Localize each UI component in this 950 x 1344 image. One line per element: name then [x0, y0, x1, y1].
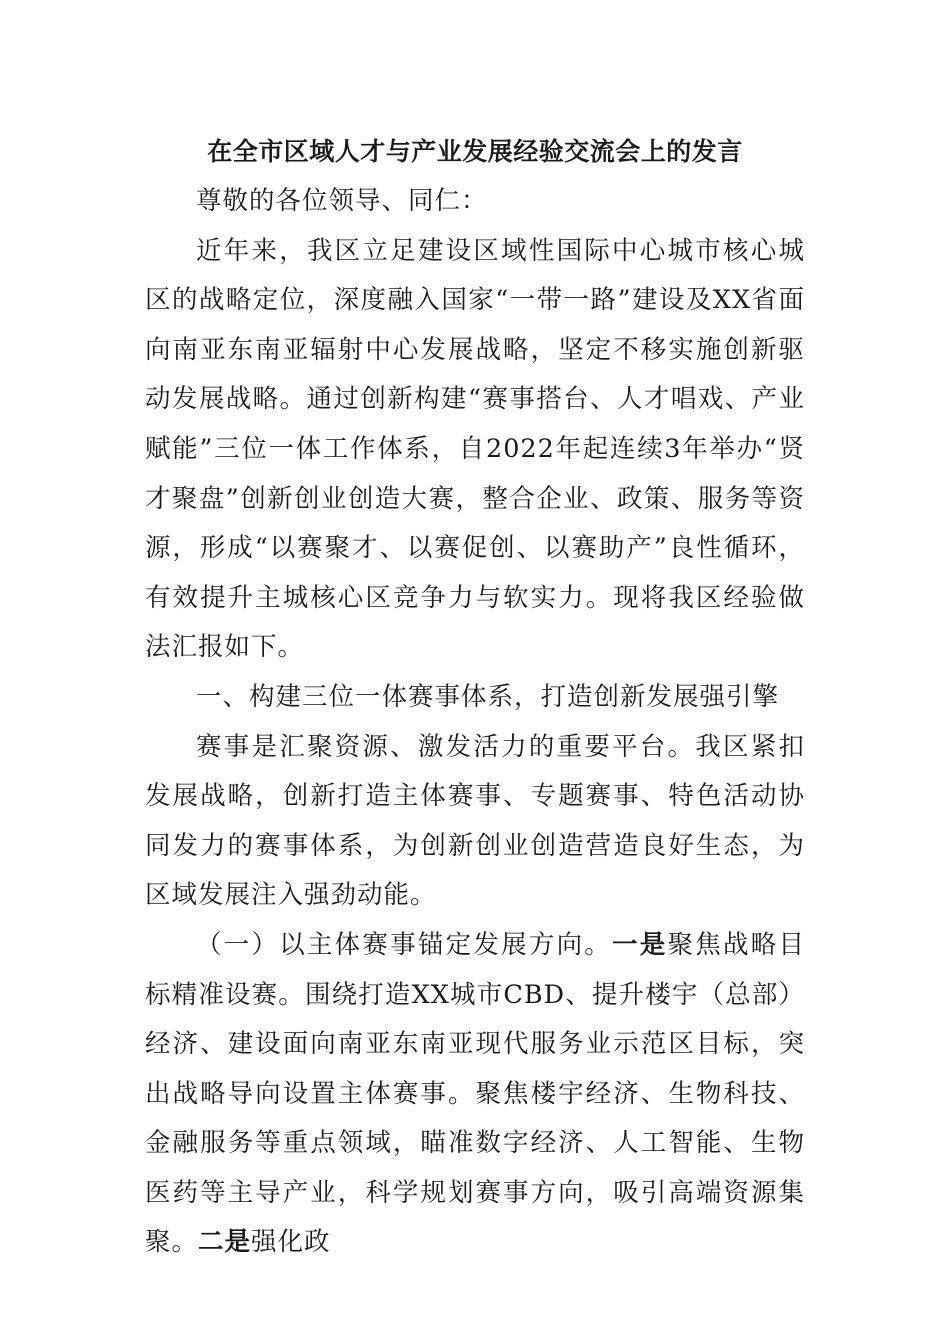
section-heading: 一、构建三位一体赛事体系，打造创新发展强引擎 — [196, 681, 780, 712]
subsection-paragraph — [145, 921, 805, 1268]
subsection-lead: （一）以主体赛事锚定发展方向。 — [196, 929, 613, 960]
point-two-label: 二是 — [198, 1227, 252, 1258]
intro-paragraph: 近年来，我区立足建设区域性国际中心城市核心城区的战略定位，深度融入国家“一带一路”建设及XX省面向南亚东南亚辐射中心发展战略，坚定不移实施创新驱动发展战略。通过创新构建“赛事搭台、人才唱戏、产业赋能”三位一体工作体系，自2022年起连续3年举办“贤才聚盘”创新创业创造大赛，整合企业、政策、服务等资源，形成“以赛聚才、以赛促创、以赛助产”良性循环，有效提升主城核心区竞争力与软实力。现将我区经验做法汇报如下。 — [145, 235, 805, 663]
salutation: 尊敬的各位领导、同仁： — [196, 186, 488, 216]
point-two-text: 强化政 — [251, 1227, 331, 1258]
point-one-label: 一是 — [612, 929, 668, 960]
point-one-text: 聚焦战略目标精准设赛。围绕打造XX城市CBD、提升楼宇（总部）经济、建设面向南亚东南亚现代服务业示范区目标，突出战略导向设置主体赛事。聚焦楼宇经济、生物科技、金融服务等重点领域，瞄准数字经济、人工智能、生物医药等主导产业，科学规划赛事方向，吸引高端资源集聚。 — [145, 929, 805, 1258]
section-body-paragraph: 赛事是汇聚资源、激发活力的重要平台。我区紧扣发展战略，创新打造主体赛事、专题赛事、特色活动协同发力的赛事体系，为创新创业创造营造良好生态，为区域发展注入强劲动能。 — [145, 731, 805, 911]
document-body — [145, 127, 805, 1268]
document-title: 在全市区域人才与产业发展经验交流会上的发言 — [207, 137, 743, 166]
